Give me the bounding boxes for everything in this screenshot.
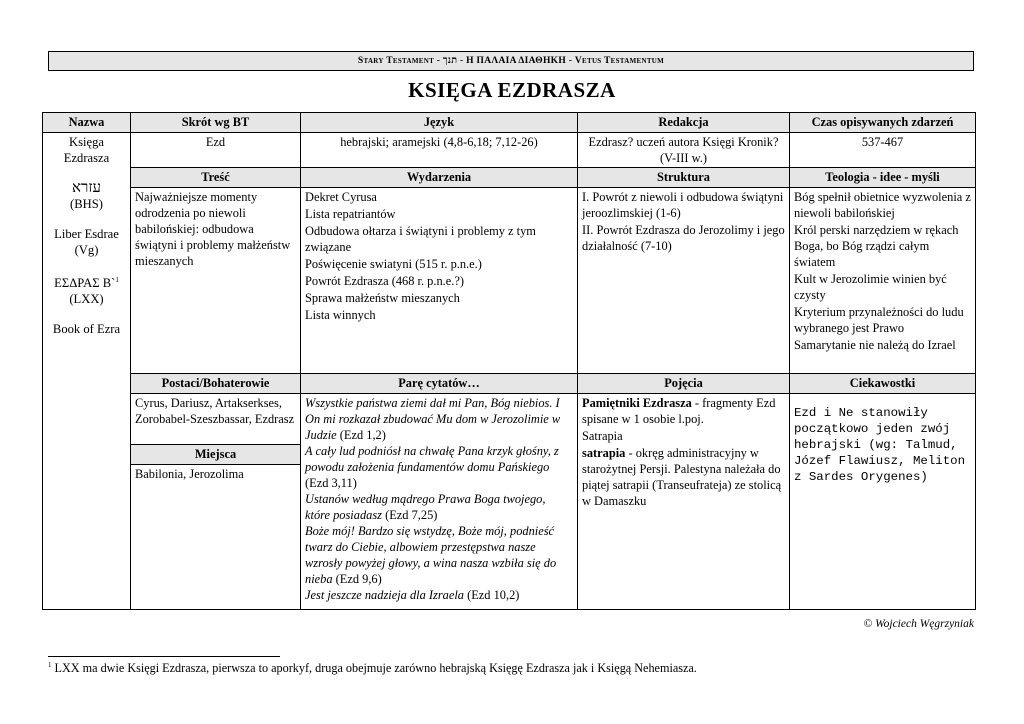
wydarzenia-cell <box>301 188 578 374</box>
theology-item: Kryterium przynależności do ludu wybranego jest Prawo <box>794 305 964 335</box>
footnote <box>48 661 697 676</box>
concept-item <box>582 445 785 509</box>
english-name: Book of Ezra <box>52 322 121 337</box>
concept-term: satrapia <box>582 446 626 460</box>
quote-text: A cały lud podniósł na chwałę Pana krzyk głośny, z powodu założenia fundamentów domu Pańskiego <box>305 444 559 474</box>
event-item: Dekret Cyrusa <box>305 190 377 204</box>
event-item: Lista winnych <box>305 308 376 322</box>
quote-item <box>305 443 573 491</box>
header-row-2 <box>43 168 976 188</box>
event-item: Powrót Ezdrasza (468 r. p.n.e.?) <box>305 274 464 288</box>
quote-text: Jest jeszcze nadzieja dla Izraela <box>305 588 464 602</box>
header-row-1 <box>43 113 976 133</box>
event-item: Poświęcenie swiatyni (515 r. p.n.e.) <box>305 257 482 271</box>
header-skrot: Skrót wg BT <box>131 113 301 133</box>
theology-item: Kult w Jerozolimie winien być czysty <box>794 272 947 302</box>
data-row-2 <box>43 188 976 374</box>
miejsca-header: Miejsca <box>131 444 300 465</box>
book-table <box>42 112 976 610</box>
theology-item: Samarytanie nie należą do Izrael <box>794 338 956 352</box>
footnote-ref: 1 <box>115 276 119 284</box>
lxx-label: (LXX) <box>69 292 104 307</box>
structure-item: II. Powrót Ezdrasza do Jerozolimy i jego działalność (7-10) <box>582 223 785 253</box>
struktura-cell <box>578 188 790 374</box>
quote-item <box>305 587 573 603</box>
concept-item <box>582 428 785 444</box>
page-title: KSIĘGA EZDRASZA <box>408 78 616 102</box>
quote-ref: (Ezd 10,2) <box>467 588 520 602</box>
section-banner <box>48 51 974 71</box>
quote-text: Ustanów według mądrego Prawa Boga twojego, które posiadasz <box>305 492 546 522</box>
redakcja-cell: Ezdrasz? uczeń autora Księgi Kronik? (V-III w.) <box>578 133 790 168</box>
header-czas: Czas opisywanych zdarzeń <box>790 113 976 133</box>
header-postaci: Postaci/Bohaterowie <box>131 374 301 394</box>
vg-label: (Vg) <box>74 243 99 257</box>
header-nazwa: Nazwa <box>43 113 131 133</box>
ciekawostki-cell <box>790 394 976 610</box>
greek-name-line <box>47 272 126 291</box>
data-row-3 <box>43 394 976 610</box>
structure-item: I. Powrót z niewoli i odbudowa świątyni jeroozlimskiej (1-6) <box>582 190 784 220</box>
quote-ref: (Ezd 1,2) <box>339 428 386 442</box>
footnote-divider <box>48 656 280 657</box>
greek-name: ΕΣΔΡΑΣ Β` <box>54 276 116 291</box>
header-jezyk: Język <box>301 113 578 133</box>
quote-ref: (Ezd 7,25) <box>385 508 438 522</box>
miejsca-text: Babilonia, Jerozolima <box>135 467 244 481</box>
concept-term: Pamiętniki Ezdrasza <box>582 396 692 410</box>
header-row-3 <box>43 374 976 394</box>
concept-def: - fragmenty Ezd spisane w 1 osobie l.poj. <box>582 396 776 426</box>
cytaty-cell <box>301 394 578 610</box>
theology-item: Król perski narzędziem w rękach Boga, bo Bóg rządzi całym światem <box>794 223 959 269</box>
header-pojecia: Pojęcia <box>578 374 790 394</box>
skrot-cell: Ezd <box>131 133 301 168</box>
concept-term: Satrapia <box>582 429 623 443</box>
polish-name: Księga Ezdrasza <box>63 135 110 165</box>
header-struktura: Struktura <box>578 168 790 188</box>
banner-text: Stary Testament - תנך - Η ΠΑΛΑΙΑ ΔΙΑΘΗΚΗ - Vetus Testamentum <box>357 56 665 66</box>
header-tresc: Treść <box>131 168 301 188</box>
quote-item <box>305 523 573 587</box>
postaci-text: Cyrus, Dariusz, Artakserkses, Zorobabel-Szeszbassar, Ezdrasz <box>135 396 295 426</box>
event-item: Odbudowa ołtarza i świątyni i problemy z tym związane <box>305 224 536 254</box>
quote-ref: (Ezd 3,11) <box>305 476 357 490</box>
teologia-cell <box>790 188 976 374</box>
header-wydarzenia: Wydarzenia <box>301 168 578 188</box>
quote-text: Boże mój! Bardzo się wstydzę, Boże mój, podnieść twarz do Ciebie, albowiem przestępstwa nasze wzrosły powyżej głowy, a wina nasza wzbiła się do nieba <box>305 524 557 586</box>
quote-text: Wszystkie państwa ziemi dał mi Pan, Bóg niebios. I On mi rozkazał zbudować Mu dom w Jerozolimie w Judzie <box>305 396 561 442</box>
quote-item <box>305 491 573 523</box>
postaci-miejsca-cell <box>131 394 301 610</box>
header-cytaty: Parę cytatów… <box>301 374 578 394</box>
tresc-cell: Najważniejsze momenty odrodzenia po niewoli babilońskiej: odbudowa świątyni i problemy małżeństw mieszanych <box>131 188 301 374</box>
event-item: Sprawa małżeństw mieszanych <box>305 291 460 305</box>
quote-ref: (Ezd 9,6) <box>335 572 382 586</box>
header-redakcja: Redakcja <box>578 113 790 133</box>
event-item: Lista repatriantów <box>305 207 396 221</box>
footnote-text: LXX ma dwie Księgi Ezdrasza, pierwsza to aporkyf, druga obejmuje zarówno hebrajską Księgę Ezdrasza jak i Księgą Nehemiasza. <box>54 661 697 676</box>
header-teologia: Teologia - idee - myśli <box>790 168 976 188</box>
data-row-1 <box>43 133 976 168</box>
book-names-cell <box>43 133 131 610</box>
pojecia-cell <box>578 394 790 610</box>
theology-item: Bóg spełnił obietnice wyzwolenia z niewoli babilońskiej <box>794 190 971 220</box>
header-ciekawostki: Ciekawostki <box>790 374 976 394</box>
footnote-mark: 1 <box>48 661 52 669</box>
ciekawostki-text: Ezd i Ne stanowiły początkowo jeden zwój hebrajski (wg: Talmud, Józef Flawiusz, Meliton z Sardes Orygenes) <box>794 406 966 484</box>
latin-name: Liber Esdrae <box>54 227 119 241</box>
czas-cell: 537-467 <box>790 133 976 168</box>
concept-def: - okręg administracyjny w starożytnej Persji. Palestyna należała do piątej satrapii (Transeufrateja) ze stolicą w Damaszku <box>582 446 782 508</box>
bhs-label: (BHS) <box>70 197 103 211</box>
quote-item <box>305 395 573 443</box>
author-signature: © Wojciech Węgrzyniak <box>863 618 974 630</box>
hebrew-name: עזרא <box>71 180 102 196</box>
jezyk-cell: hebrajski; aramejski (4,8-6,18; 7,12-26) <box>301 133 578 168</box>
concept-item <box>582 395 785 427</box>
